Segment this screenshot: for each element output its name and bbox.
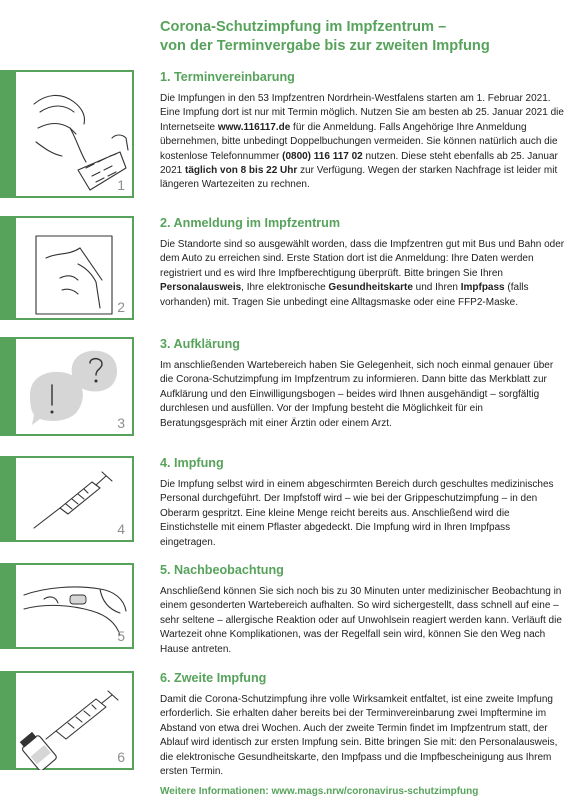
footer-label: Weitere Informationen: <box>160 786 272 797</box>
page-title-line-1: Corona-Schutzimpfung im Impfzentrum – <box>160 19 447 35</box>
section-illustration-panel <box>16 337 134 436</box>
section-heading: 3. Aufklärung <box>160 337 241 351</box>
section-heading: 1. Terminvereinbarung <box>160 70 295 84</box>
section-text: Die Standorte sind so ausgewählt worden, dass die Impfzentren gut mit Bus und Bahn oder dem Auto zu erreichen sind. Erste Station dort ist die Anmeldung: Ihre Daten werden registriert und es wird Ihre Impfberechtigung überprüft. Bitte bringen Sie Ihren Personalausweis, Ihre elektronische Gesundheitskarte und Ihren Impfpass (falls vorhanden) mit. Tragen Sie unbedingt eine Alltagsmaske oder eine FFP2-Maske. <box>160 239 565 308</box>
section-illustration-panel <box>16 70 134 198</box>
footer-link[interactable]: www.mags.nrw/coronavirus-schutzimpfung <box>271 786 479 797</box>
step-number: 4 <box>117 521 125 537</box>
section-heading: 2. Anmeldung im Impfzentrum <box>160 216 341 230</box>
question-exclamation-bubbles-icon <box>16 339 132 436</box>
section-heading: 4. Impfung <box>160 456 224 470</box>
section-illustration-panel <box>16 456 134 542</box>
section-illustration-panel <box>16 216 134 320</box>
section-accent-stripe <box>0 456 16 542</box>
section-text: Anschließend können Sie sich noch bis zu 30 Minuten unter medizinischer Beobachtung in einem gesonderten Wartebereich aufhalten. So wird sichergestellt, dass schnell auf eine – sehr seltene – allergische Reaktion oder auf Unwohlsein reagiert werden kann. Verläuft die Wartezeit ohne Komplikationen, was der Regelfall sein wird, können Sie den Weg nach Hause antreten. <box>160 586 562 655</box>
section-heading: 6. Zweite Impfung <box>160 671 267 685</box>
section-accent-stripe <box>0 337 16 436</box>
section-heading: 5. Nachbeobachtung <box>160 563 284 577</box>
page-title <box>160 18 565 56</box>
step-number: 1 <box>117 177 125 193</box>
section-accent-stripe <box>0 70 16 198</box>
step-number: 6 <box>117 749 125 765</box>
syringe-icon <box>16 458 132 542</box>
arm-with-bandage-icon <box>16 565 132 649</box>
section-accent-stripe <box>0 216 16 320</box>
hand-signing-form-icon <box>16 218 132 320</box>
page-title-line-2: von der Terminvergabe bis zur zweiten Impfung <box>160 38 490 54</box>
step-number: 5 <box>117 628 125 644</box>
section-text: Die Impfung selbst wird in einem abgeschirmten Bereich durch geschultes medizinisches Personal durchgeführt. Der Impfstoff wird – wie bei der Grippeschutzimpfung – in den Oberarm gespritzt. Eine kleine Menge reicht bereits aus. Anschließend wird die Einstichstelle mit einem Pflaster abgedeckt. Die Impfung wird in Ihren Impfpass eingetragen. <box>160 479 554 548</box>
section-illustration-panel <box>16 671 134 770</box>
section-text: Damit die Corona-Schutzimpfung ihre volle Wirksamkeit entfaltet, ist eine zweite Impfung erforderlich. Sie erhalten daher bereits bei der Terminvereinbarung zwei Impftermine im Abstand von etwa drei Wochen. Auch der zweite Termin findet im Impfzentrum statt, der Ablauf wird identisch zur ersten Impfung sein. Bitte bringen Sie mit: den Personalausweis, die elektronische Gesundheitskarte, den Impfpass und die Impfbescheinigung aus Ihrem ersten Termin. <box>160 694 558 778</box>
step-number: 3 <box>117 415 125 431</box>
section-text: Im anschließenden Wartebereich haben Sie Gelegenheit, sich noch einmal genauer über die Corona-Schutzimpfung im Impfzentrum zu informieren. Dann bitte das Merkblatt zur Aufklärung und den Einwilligungsbogen – beides wird Ihnen ausgehändigt – sorgfältig durchlesen und ausfüllen. Vor der Impfung besteht die Möglichkeit für ein Beratungsgespräch mit einer Ärztin oder einem Arzt. <box>160 360 554 429</box>
section-text: Die Impfungen in den 53 Impfzentren Nordrhein-Westfalens starten am 1. Februar 2021. Eine Impfung dort ist nur mit Termin möglich. Nutzen Sie am besten ab 25. Januar 2021 die Internetseite www.116117.de für die Anmeldung. Falls Angehörige Ihre Anmeldung übernehmen, bitte unbedingt Doppelbuchungen vermeiden. Sie können natürlich auch die kostenlose Telefonnummer (0800) 116 117 02 nutzen. Diese steht ebenfalls ab 25. Januar 2021 täglich von 8 bis 22 Uhr zur Verfügung. Wegen der starken Nachfrage ist leider mit längeren Wartezeiten zu rechnen. <box>160 93 564 191</box>
syringe-and-vial-icon <box>16 673 132 770</box>
section-illustration-panel <box>16 563 134 649</box>
footer-more-info <box>160 786 478 797</box>
section-accent-stripe <box>0 563 16 649</box>
step-number: 2 <box>117 299 125 315</box>
section-accent-stripe <box>0 671 16 770</box>
hand-dialing-phone-icon <box>16 72 132 198</box>
